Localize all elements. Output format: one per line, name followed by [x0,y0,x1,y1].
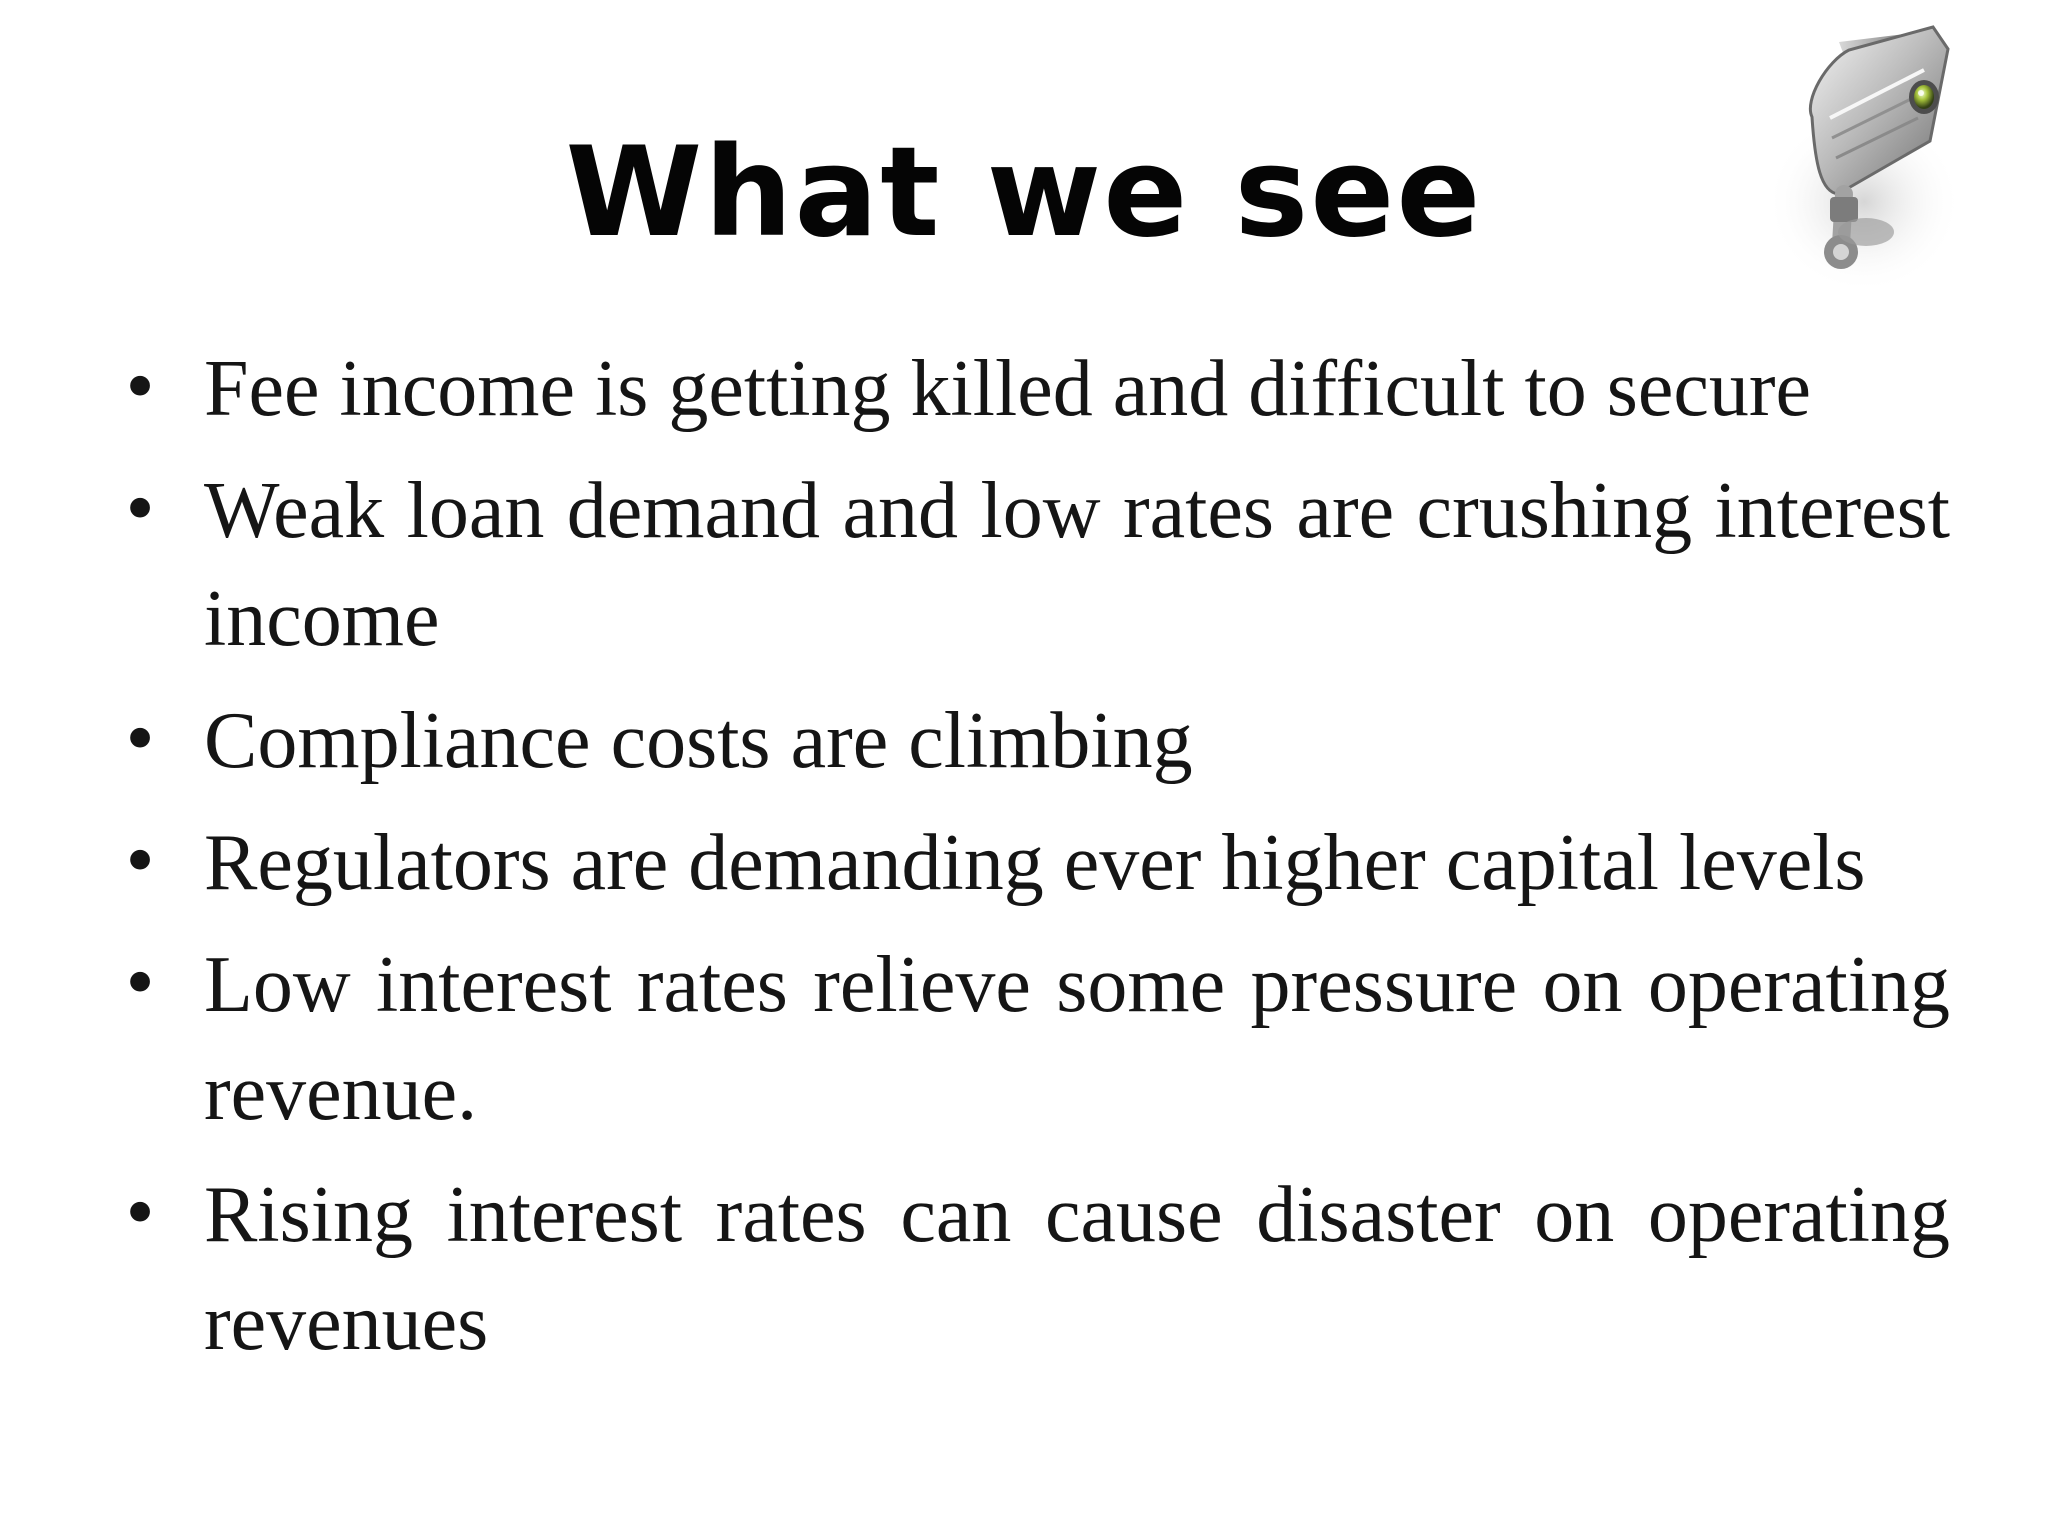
bullet-text: Weak loan demand and low rates are crushing interest income [204,467,1950,663]
bullet-item [120,931,1950,1147]
bullet-icon: • [120,701,161,780]
bullet-text: Regulators are demanding ever higher capital levels [204,819,1866,907]
bullet-icon: • [120,823,161,902]
bullet-icon: • [120,471,161,550]
bullet-text: Rising interest rates can cause disaster on operating revenues [204,1171,1950,1367]
bullet-item [120,457,1950,673]
bullet-item [120,687,1950,795]
bullet-item [120,1161,1950,1377]
bullet-icon: • [120,1175,161,1254]
bullet-list [120,335,1950,1377]
bullet-text: Compliance costs are climbing [204,697,1193,785]
bullet-item [120,809,1950,917]
bullet-icon: • [120,349,161,428]
bullet-item [120,335,1950,443]
bullet-text: Fee income is getting killed and difficult to secure [204,345,1811,433]
slide-title: What we see [565,121,1483,265]
security-camera-icon [1748,14,1966,300]
bullet-text: Low interest rates relieve some pressure on operating revenue. [204,941,1950,1137]
bullet-icon: • [120,945,161,1024]
